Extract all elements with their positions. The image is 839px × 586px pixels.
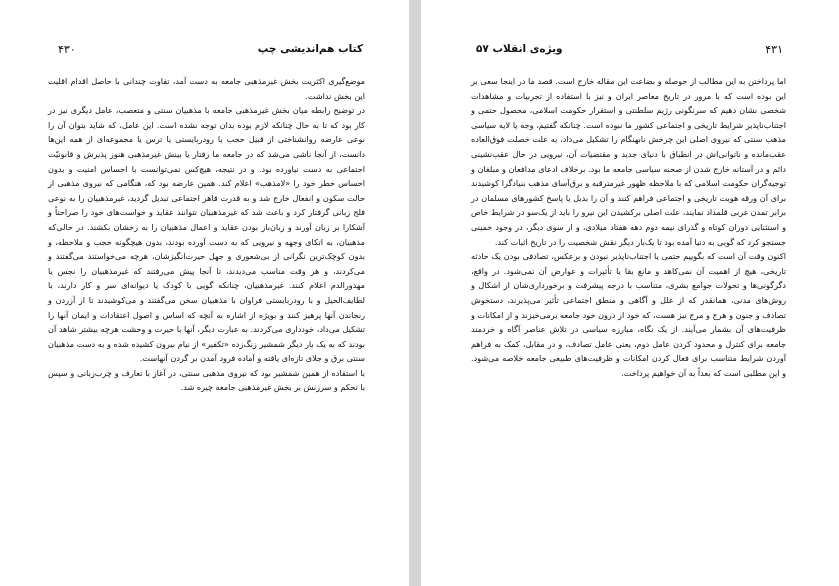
page-number: ۴۳۰	[58, 43, 76, 56]
left-page-header	[0, 43, 409, 59]
right-page-body	[471, 74, 786, 380]
right-page	[421, 0, 839, 586]
paragraph: در توضیح رابطه میان بخش غیرمذهبی جامعه با مذهبیان سنتی و متعصب، عامل دیگری نیز در کار بود که تا به حال چنانکه لازم بوده بدان توجه نشده است. این عامل، که شاید بتوان آن را نوعی عارضه روانشناختی از قبیل حجب یا رودربایستی یا ترس یا مجموعه‌ای از همه این‌ها دانست، از آنجا ناشی می‌شد که در جامعه ما رفتار یا بینش غیرمذهبی هنوز پذیرش و قانونیّت اجتماعی به دست نیاورده بود. و در نتیجه، هیچ‌کس نمی‌توانست با احساس امنیت و بدون احساس خطر خود را «لامذهب» اعلام کند. همین عارضه بود که، هنگامی که نیروی مذهبی از حالت سکون و انفعال خارج شد و به قدرت قاهر اجتماعی تبدیل گردید، غیرمذهبیان را به نوعی فلج زبانی گرفتار کرد و باعث شد که غیرمذهبیان نتوانند عقاید و خواست‌های خود را صراحتاً و آشکارا بر زبان آورند و زبان‌باز بودن عقاید و اعمال مذهبیان را به رخشان بکشند. در حالی‌که مذهبیان، به اتکای وجهه و نیرویی که به دست آورده بودند، بدون هیچگونه حجب و ملاحظه، و بدون کوچک‌ترین نگرانی از بی‌شعوری و جهل حیرت‌انگیزشان، هرچه می‌خواستند می‌گفتند و می‌کردند، و هر وقت مناسب می‌دیدند، تا آنجا پیش می‌رفتند که غیرمذهبیان را نجس یا مهدورالدم اعلام کنند. غیرمذهبیان، چنانکه گویی با کودک یا دیوانه‌ای سر و کار دارند، با لطایف‌الحیل و با رودربایستی فراوان با مذهبیان سخن می‌گفتند و می‌کوشیدند تا از آزردن و رنجاندن آنها پرهیز کنند و بویژه از اشاره به آنچه که اساس و اصول اعتقادات و ایمان آنها را تشکیل می‌داد، خودداری می‌کردند. به عبارت دیگر، آنها با حیرت و وحشت هرچه بیشتر شاهد آن بودند که به یک بار دیگر شمشیر زنگ‌زده «تکفیر» از نیام بیرون کشیده شده و به دست مذهبیان سنتی برق و جلای تازه‌ای یافته و آماده فرود آمدن بر گردن آنهاست.	[48, 105, 365, 364]
paragraph: اما پرداختن به این مطالب از حوصله و بضاعت این مقاله خارج است. قصد ما در اینجا سعی بر این بوده است که با مرور در تاریخ معاصر ایران و نیز با استفاده از تجربیات و مشاهدات شخصی نشان دهیم که سرنگونی رژیم سلطنتی و استقرار حکومت اسلامی، محصول حتمی و اجتناب‌ناپذیر شرایط تاریخی و اجتماعی کشور ما نبوده است. چنانکه گفتیم، وجه یا لایه سیاسی مذهب سنتی که نیروی اصلی این چرخش نابهنگام را تشکیل می‌داد، به علت خصلت فوق‌العاده عقب‌مانده و ناتوانی‌اش در انطباق با دنیای جدید و مقتضیات آن، نیرویی در حال عقب‌نشینی دائم و در آستانه خارج شدن از صحنه سیاسی جامعه ما بود. برخلاف ادعای مدافعان و مبلغان و توجیه‌گران حکومت اسلامی که با ملاحظه ظهور غیرمترقبه و برق‌آسای مذهب بنیادگرا کوشیدند برای آن ورقه هویت تاریخی و اجتماعی فراهم کنند و آن را بدیل یا پاسخ کشورهای مسلمان در برابر تمدن غربی قلمداد نمایند، علت اصلی برکشیدن این نیرو را باید از یک‌سو در شرایط خاص و استثنایی دوران کوتاه و گذرای نیمه دوم دهه هفتاد میلادی، و از سوی دیگر، در وجود خمینی جستجو کرد که گویی به دنیا آمده بود تا یک‌بار دیگر نقش شخصیت را در تاریخ اثبات کند.	[471, 76, 786, 247]
right-page-header	[421, 43, 839, 59]
page-number: ۴۳۱	[765, 43, 783, 56]
paragraph: موضع‌گیری اکثریت بخش غیرمذهبی جامعه به دست آمد، تفاوت چندانی با حاصل اقدام اقلیت این بخش نداشت.	[48, 76, 365, 101]
left-page	[0, 0, 409, 586]
paragraph: اکنون وقت آن است که بگوییم حتمی یا اجتناب‌ناپذیر نبودن و برعکس، تصادفی بودن یک حادثه تاریخی، هیچ از اهمیت آن نمی‌کاهد و مانع بقا یا تأثیرات و عوارض آن نمی‌شود. در واقع، دگرگونی‌ها و تحولات جوامع بشری، متناسب با درجه پیشرفت و برخورداری‌شان از اشکال و روش‌های مدنی، همانقدر که از علل و آگاهی و منطق اجتماعی تأثیر می‌پذیرند، دستخوش تصادف و جنون و هرج و مرج نیز هست، که خود از درون خود جامعه برمی‌خیزند و از امکانات و ظرفیت‌های آن بشمار می‌آیند. از یک نگاه، مبارزه سیاسی در تلاش عناصر آگاه و خردمند جامعه برای کنترل و محدود کردن عامل دوم، یعنی عامل تصادف، و در مقابل، کمک به فراهم آوردن شرایط متناسب برای فعال کردن امکانات و ظرفیت‌های طبیعی جامعه خلاصه می‌شود. و این مطلبی است که بعداً به آن خواهیم پرداخت.	[471, 251, 786, 378]
paragraph: با استفاده از همین شمشیر بود که نیروی مذهبی سنتی، در آغاز با تعارف و چرب‌زبانی و سپس با تحکم و سرزنش بر بخش غیرمذهبی جامعه چیره شد.	[48, 367, 365, 393]
running-title: ویژه‌ی انقلاب ۵۷	[476, 43, 563, 55]
left-page-body	[48, 74, 365, 395]
running-title: کتاب هم‌اندیشی چپ	[257, 43, 363, 55]
